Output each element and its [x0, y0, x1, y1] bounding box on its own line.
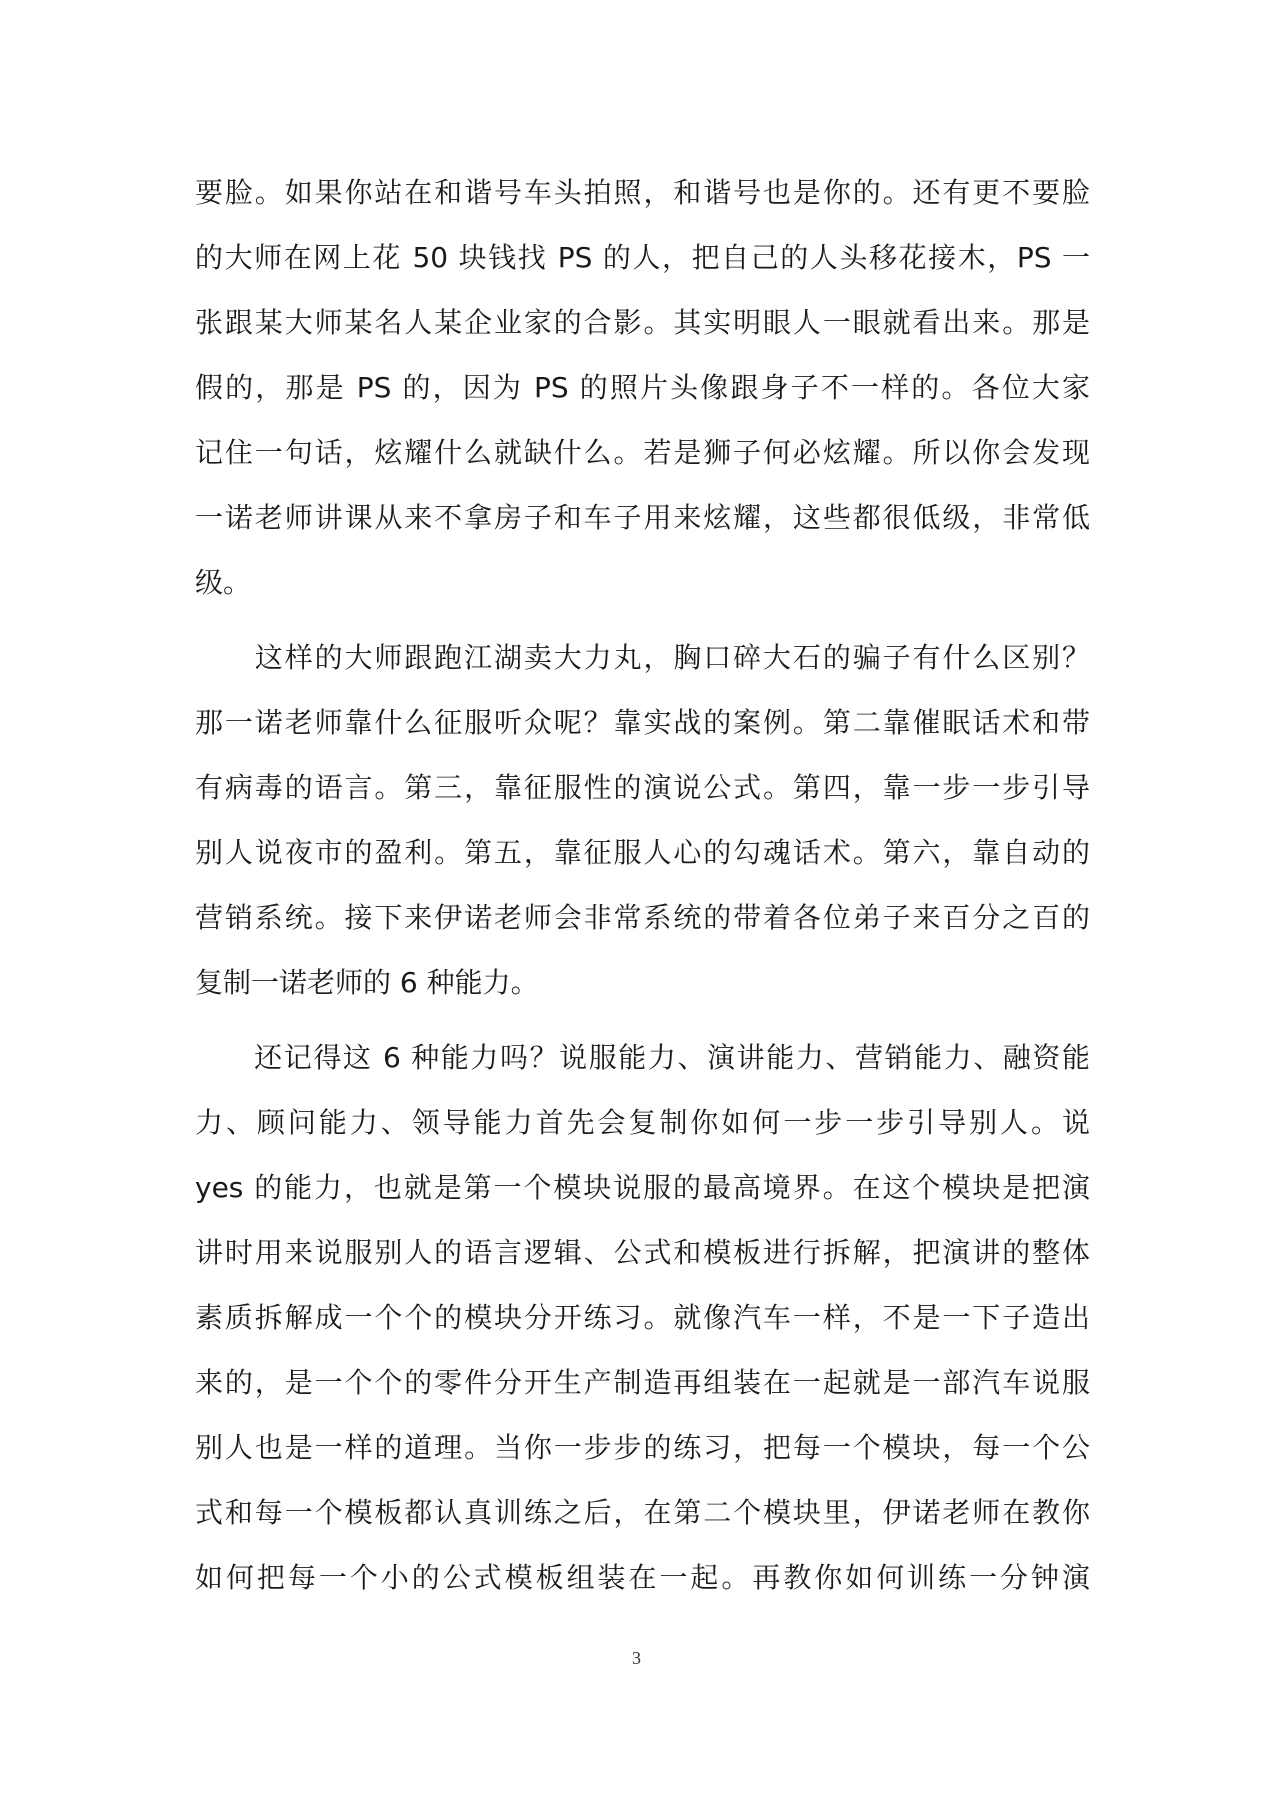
- text-line: 一诺老师讲课从来不拿房子和车子用来炫耀，这些都很低级，非常低: [195, 501, 1090, 534]
- text-line: 式和每一个模板都认真训练之后，在第二个模块里，伊诺老师在教你: [195, 1496, 1090, 1529]
- text-line: yes 的能力，也就是第一个模块说服的最高境界。在这个模块是把演: [195, 1171, 1090, 1204]
- paragraph-spacer: [195, 615, 1090, 625]
- text-line: 营销系统。接下来伊诺老师会非常系统的带着各位弟子来百分之百的: [195, 901, 1090, 934]
- paragraph-spacer: [195, 1015, 1090, 1025]
- text-line: 力、顾问能力、领导能力首先会复制你如何一步一步引导别人。说: [195, 1106, 1090, 1139]
- paragraph: [195, 625, 1090, 1015]
- text-line: 的大师在网上花 50 块钱找 PS 的人，把自己的人头移花接木，PS 一: [195, 241, 1090, 274]
- text-line: 这样的大师跟跑江湖卖大力丸，胸口碎大石的骗子有什么区别？: [195, 641, 1090, 674]
- text-line: 记住一句话，炫耀什么就缺什么。若是狮子何必炫耀。所以你会发现: [195, 436, 1090, 469]
- text-line: 如何把每一个小的公式模板组装在一起。再教你如何训练一分钟演: [195, 1561, 1090, 1594]
- paragraph: [195, 160, 1090, 615]
- text-line: 假的，那是 PS 的，因为 PS 的照片头像跟身子不一样的。各位大家: [195, 371, 1090, 404]
- page-number: 3: [632, 1648, 641, 1668]
- paragraph: [195, 1025, 1090, 1610]
- text-line: 复制一诺老师的 6 种能力。: [195, 966, 539, 999]
- text-line: 讲时用来说服别人的语言逻辑、公式和模板进行拆解，把演讲的整体: [195, 1236, 1090, 1269]
- text-line: 级。: [195, 566, 252, 599]
- text-line: 张跟某大师某名人某企业家的合影。其实明眼人一眼就看出来。那是: [195, 306, 1090, 339]
- text-line: 别人也是一样的道理。当你一步步的练习，把每一个模块，每一个公: [195, 1431, 1090, 1464]
- text-line: 别人说夜市的盈利。第五，靠征服人心的勾魂话术。第六，靠自动的: [195, 836, 1090, 869]
- text-line: 那一诺老师靠什么征服听众呢？靠实战的案例。第二靠催眠话术和带: [195, 706, 1090, 739]
- text-line: 要脸。如果你站在和谐号车头拍照，和谐号也是你的。还有更不要脸: [195, 176, 1090, 209]
- text-line: 来的，是一个个的零件分开生产制造再组装在一起就是一部汽车说服: [195, 1366, 1090, 1399]
- body-text: [195, 160, 1090, 1610]
- text-line: 素质拆解成一个个的模块分开练习。就像汽车一样，不是一下子造出: [195, 1301, 1090, 1334]
- text-line: 有病毒的语言。第三，靠征服性的演说公式。第四，靠一步一步引导: [195, 771, 1090, 804]
- text-line: 还记得这 6 种能力吗？说服能力、演讲能力、营销能力、融资能: [195, 1041, 1090, 1074]
